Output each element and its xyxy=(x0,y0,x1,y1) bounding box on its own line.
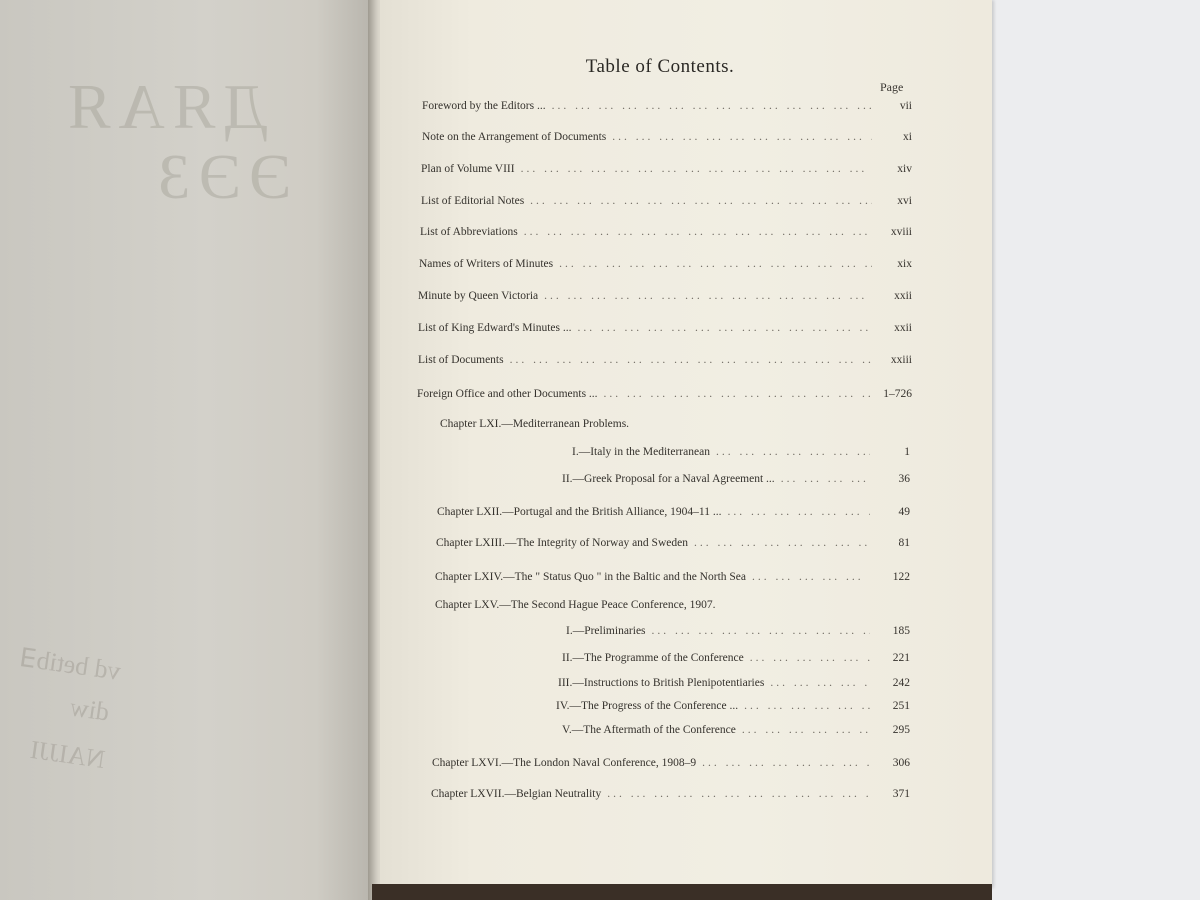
toc-chapter-entry xyxy=(432,757,910,769)
show-through-text: ЭЭЗ xyxy=(150,141,292,212)
toc-entry-page: 306 xyxy=(892,757,910,769)
toc-entry-label: Note on the Arrangement of Documents xyxy=(422,131,607,143)
toc-entry-label: Plan of Volume VIII xyxy=(421,163,515,175)
show-through-text: vd betib∃ xyxy=(18,643,123,686)
leader-dots xyxy=(742,724,870,736)
toc-entry-label: List of Abbreviations xyxy=(420,226,518,238)
show-through-text: ДЯАЯ xyxy=(60,71,268,142)
leader-dots xyxy=(544,290,872,302)
toc-chapter-entry xyxy=(436,537,910,549)
toc-entry-page: 295 xyxy=(892,724,910,736)
leader-dots xyxy=(524,226,872,238)
leader-dots xyxy=(607,788,870,800)
leader-dots xyxy=(770,677,870,689)
toc-entry xyxy=(421,163,912,175)
leader-dots xyxy=(552,100,872,112)
toc-entry xyxy=(417,388,912,400)
toc-entry-label: Chapter LXII.—Portugal and the British Alliance, 1904–11 ... xyxy=(437,506,722,518)
toc-entry-label: Foreword by the Editors ... xyxy=(422,100,546,112)
toc-entry-page: 251 xyxy=(892,700,910,712)
toc-entry-label: II.—Greek Proposal for a Naval Agreement ... xyxy=(562,473,775,485)
toc-entry-page: xxiii xyxy=(890,354,912,366)
right-page xyxy=(380,0,992,888)
leader-dots xyxy=(510,354,872,366)
leader-dots xyxy=(612,131,872,143)
toc-entry-page: xi xyxy=(903,131,912,143)
toc-entry xyxy=(418,290,912,302)
toc-chapter-entry xyxy=(431,788,910,800)
leader-dots xyxy=(750,652,870,664)
toc-section-entry xyxy=(562,724,910,736)
toc-entry-page: 185 xyxy=(892,625,910,637)
toc-entry-page: xxii xyxy=(894,322,912,334)
toc-entry-page: 1 xyxy=(904,446,910,458)
left-page xyxy=(0,0,372,900)
toc-entry-label: Chapter LXIII.—The Integrity of Norway and Sweden xyxy=(436,537,688,549)
toc-entry xyxy=(418,322,912,334)
toc-entry-page: 1–726 xyxy=(883,388,912,400)
toc-entry-page: xiv xyxy=(897,163,912,175)
toc-entry-label: I.—Italy in the Mediterranean xyxy=(572,446,710,458)
show-through-text: diw xyxy=(68,692,111,727)
toc-section-entry xyxy=(562,473,910,485)
toc-chapter-entry xyxy=(437,506,910,518)
toc-entry-label: List of King Edward's Minutes ... xyxy=(418,322,572,334)
chapter-heading: Chapter LXI.—Mediterranean Problems. xyxy=(440,418,630,430)
toc-section-entry xyxy=(572,446,910,458)
show-through-text: NAIJJI xyxy=(28,734,107,775)
leader-dots xyxy=(744,700,870,712)
page-column-header: Page xyxy=(880,80,904,94)
toc-entry-page: xvi xyxy=(897,195,912,207)
leader-dots xyxy=(716,446,870,458)
toc-entry-page: 371 xyxy=(892,788,910,800)
toc-entry-page: 122 xyxy=(892,571,910,583)
toc-entry-label: V.—The Aftermath of the Conference xyxy=(562,724,736,736)
toc-entry-page: xix xyxy=(897,258,912,270)
toc-entry-label: Minute by Queen Victoria xyxy=(418,290,539,302)
book-cover-edge xyxy=(372,884,992,900)
toc-entry-label: Names of Writers of Minutes xyxy=(419,258,554,270)
toc-entry-page: 49 xyxy=(898,506,910,518)
toc-entry-page: 81 xyxy=(898,537,910,549)
toc-entry xyxy=(420,226,912,238)
toc-entry xyxy=(422,131,912,143)
toc-entry-label: List of Editorial Notes xyxy=(421,195,525,207)
chapter-heading: Chapter LXV.—The Second Hague Peace Conference, 1907. xyxy=(435,599,716,611)
leader-dots xyxy=(727,506,870,518)
toc-entry-page: 36 xyxy=(898,473,910,485)
toc-entry-label: Chapter LXVI.—The London Naval Conference, 1908–9 xyxy=(432,757,697,769)
toc-entry-page: xxii xyxy=(894,290,912,302)
leader-dots xyxy=(652,625,870,637)
toc-section-entry xyxy=(558,677,910,689)
background xyxy=(992,0,1200,900)
toc-entry xyxy=(418,354,912,366)
leader-dots xyxy=(530,195,872,207)
toc-entry-page: vii xyxy=(899,100,912,112)
toc-section-entry xyxy=(566,625,910,637)
toc-entry-label: II.—The Programme of the Conference xyxy=(562,652,744,664)
leader-dots xyxy=(781,473,870,485)
toc-entry-page: xviii xyxy=(890,226,912,238)
toc-entry xyxy=(419,258,912,270)
toc-entry-label: Chapter LXIV.—The " Status Quo " in the Baltic and the North Sea xyxy=(435,571,746,583)
toc-section-entry xyxy=(556,700,910,712)
leader-dots xyxy=(577,322,872,334)
toc-entry-label: IV.—The Progress of the Conference ... xyxy=(556,700,739,712)
page-title: Table of Contents. xyxy=(585,56,735,77)
leader-dots xyxy=(702,757,870,769)
leader-dots xyxy=(521,163,872,175)
toc-entry-label: I.—Preliminaries xyxy=(566,625,646,637)
toc-entry-page: 221 xyxy=(892,652,910,664)
toc-entry-label: List of Documents xyxy=(418,354,504,366)
toc-section-entry xyxy=(562,652,910,664)
toc-chapter-entry xyxy=(435,571,910,583)
toc-entry-label: Foreign Office and other Documents ... xyxy=(417,388,598,400)
toc-entry-label: III.—Instructions to British Plenipotentiaries xyxy=(558,677,765,689)
leader-dots xyxy=(752,571,870,583)
toc-entry-label: Chapter LXVII.—Belgian Neutrality xyxy=(431,788,602,800)
leader-dots xyxy=(559,258,872,270)
toc-entry-page: 242 xyxy=(892,677,910,689)
toc-entry xyxy=(421,195,912,207)
toc-entry xyxy=(422,100,912,112)
leader-dots xyxy=(604,388,872,400)
leader-dots xyxy=(694,537,870,549)
